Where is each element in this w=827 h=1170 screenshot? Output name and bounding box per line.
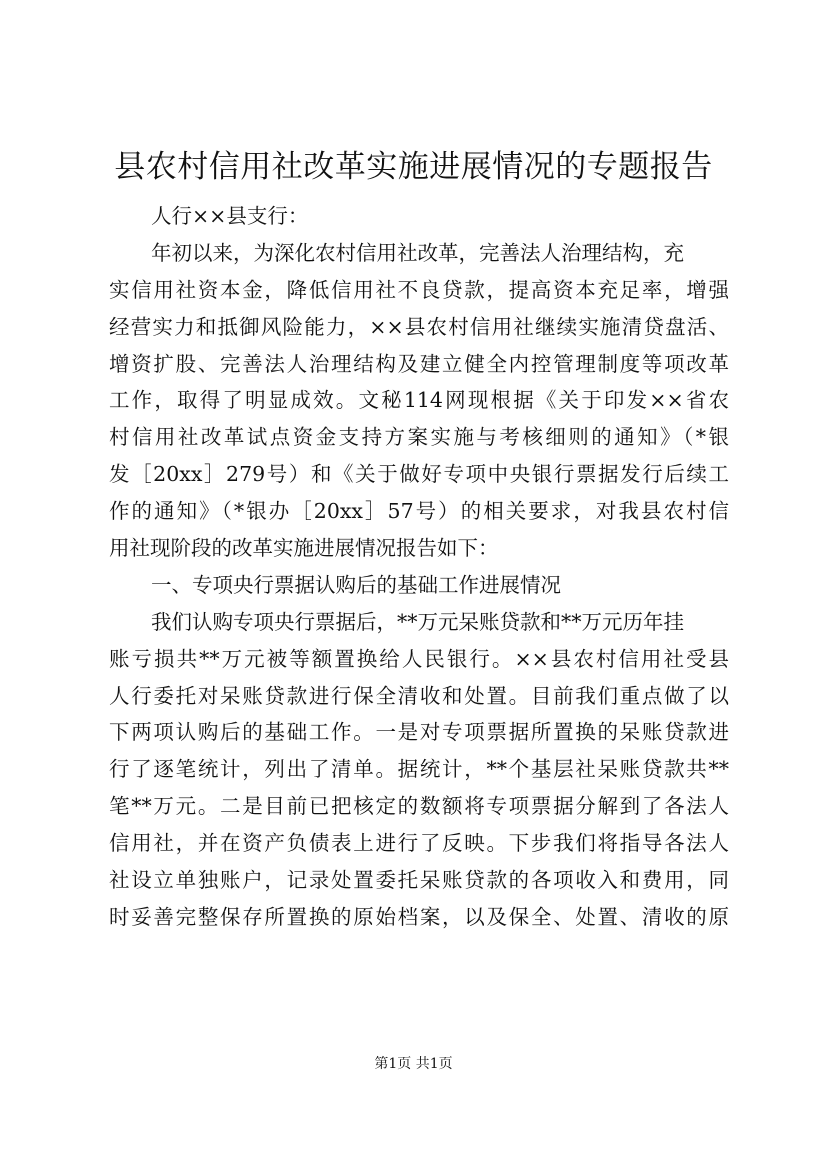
body-line: 作的通知》（*银办［20xx］57号）的相关要求，对我县农村信	[109, 499, 729, 524]
body-line: 信用社，并在资产负债表上进行了反映。下步我们将指导各法人	[109, 831, 729, 856]
body-line: 工作，取得了明显成效。文秘114网现根据《关于印发××省农	[109, 388, 729, 413]
salutation-line: 人行××县支行：	[151, 204, 309, 228]
body-line: 村信用社改革试点资金支持方案实施与考核细则的通知》（*银	[109, 425, 729, 450]
body-line: 笔**万元。二是目前已把核定的数额将专项票据分解到了各法人	[109, 794, 729, 819]
body-line: 用社现阶段的改革实施进展情况报告如下：	[109, 536, 499, 561]
body-line: 行了逐笔统计，列出了清单。据统计，**个基层社呆账贷款共**	[109, 757, 729, 782]
body-line: 增资扩股、完善法人治理结构及建立健全内控管理制度等项改革	[109, 351, 729, 376]
section-heading: 一、专项央行票据认购后的基础工作进展情况	[151, 572, 561, 597]
document-title: 县农村信用社改革实施进展情况的专题报告	[114, 149, 713, 185]
body-line: 年初以来，为深化农村信用社改革，完善法人治理结构，充	[151, 240, 684, 265]
body-line: 社设立单独账户，记录处置委托呆账贷款的各项收入和费用，同	[109, 868, 729, 893]
body-line: 实信用社资本金，降低信用社不良贷款，提高资本充足率，增强	[109, 277, 729, 302]
body-line: 我们认购专项央行票据后，**万元呆账贷款和**万元历年挂	[151, 609, 684, 634]
body-line: 人行委托对呆账贷款进行保全清收和处置。目前我们重点做了以	[109, 683, 729, 708]
body-line: 经营实力和抵御风险能力，××县农村信用社继续实施清贷盘活、	[109, 314, 729, 339]
body-line: 发［20xx］279号）和《关于做好专项中央银行票据发行后续工	[109, 462, 729, 487]
body-line: 时妥善完整保存所置换的原始档案，以及保全、处置、清收的原	[109, 904, 729, 929]
document-body	[109, 198, 729, 936]
page-number-footer: 第1页 共1页	[374, 1056, 453, 1072]
body-line: 下两项认购后的基础工作。一是对专项票据所置换的呆账贷款进	[109, 720, 729, 745]
body-line: 账亏损共**万元被等额置换给人民银行。××县农村信用社受县	[109, 646, 729, 671]
